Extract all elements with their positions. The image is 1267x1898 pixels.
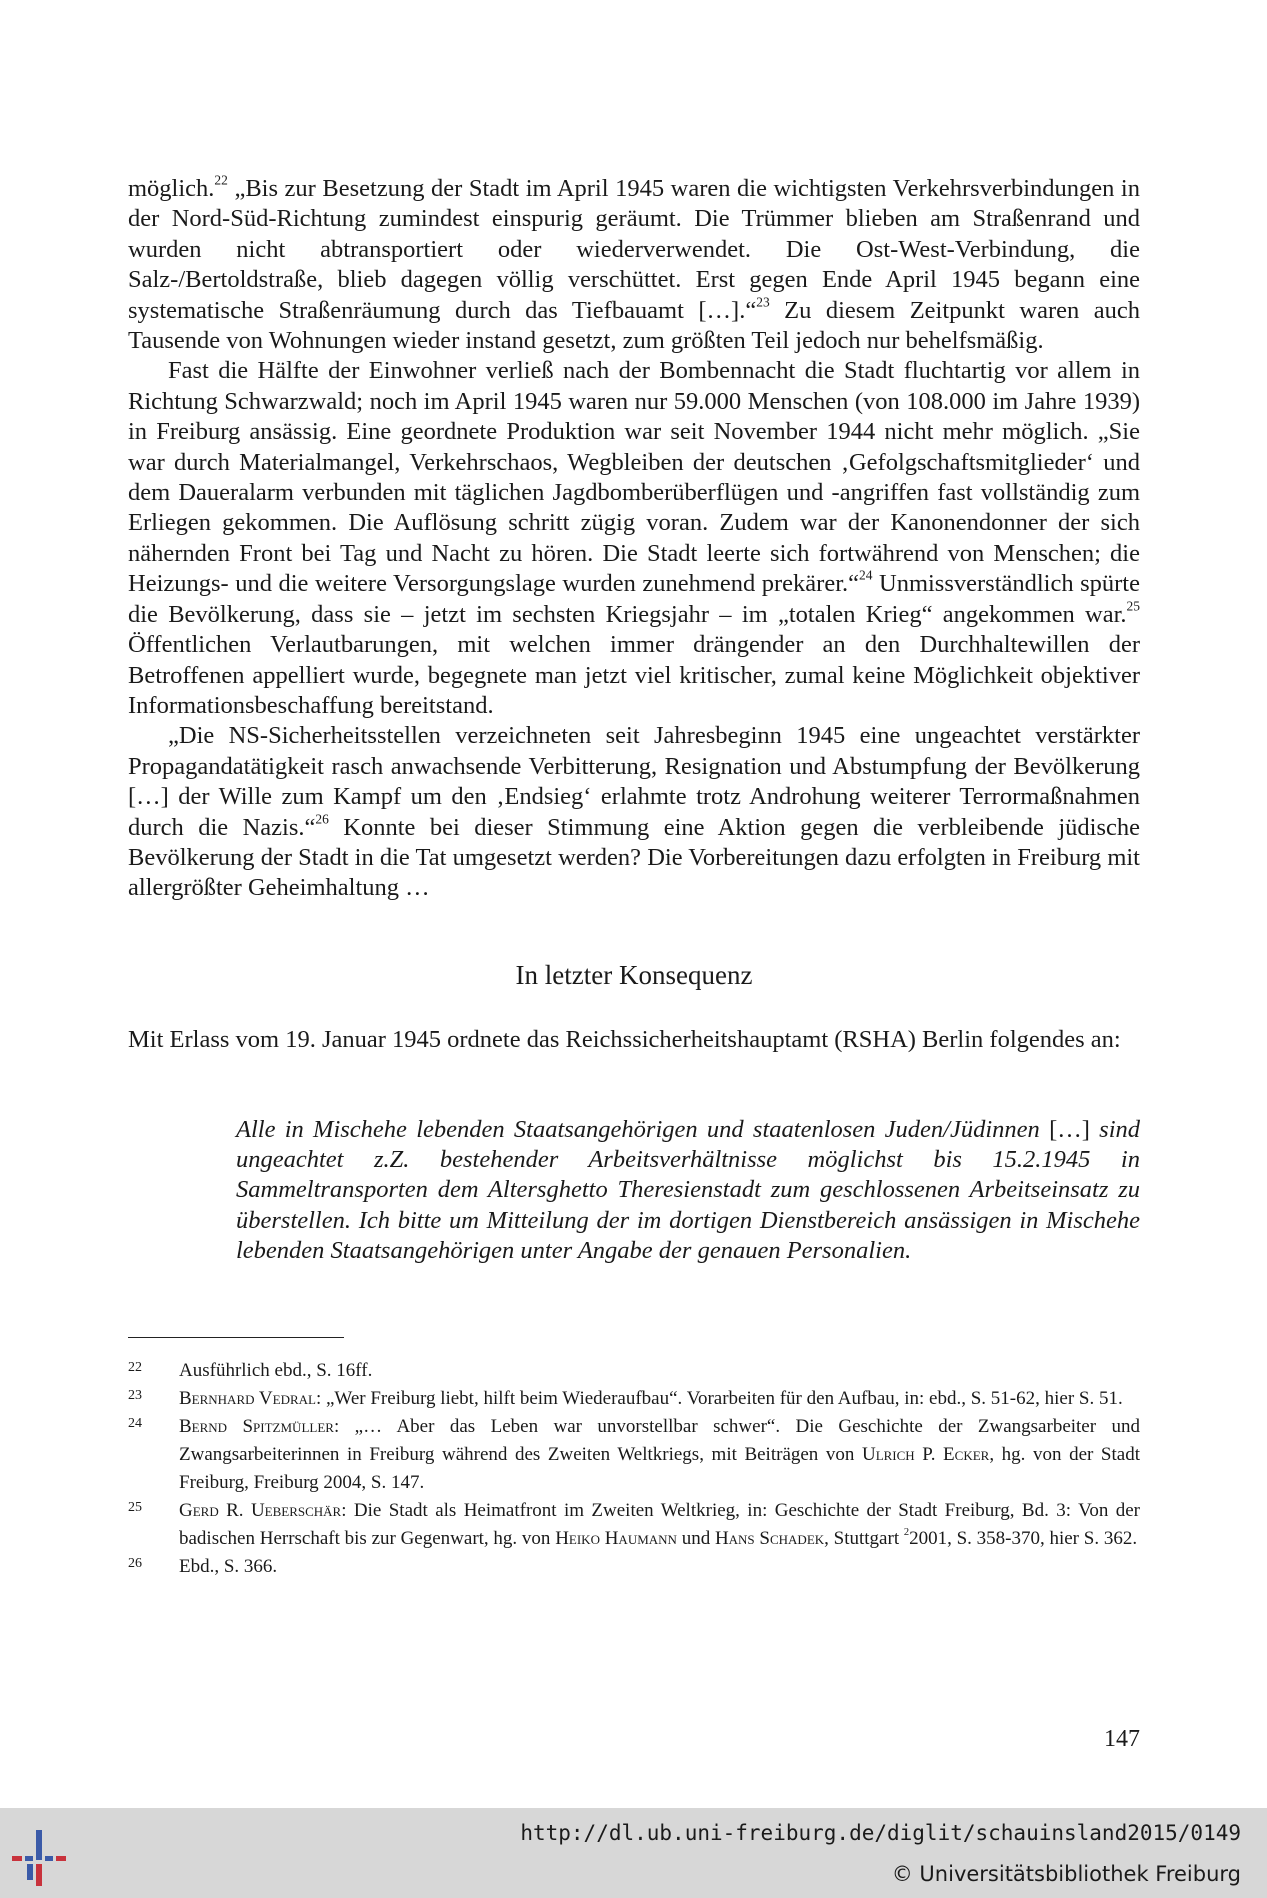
author-name: Hans Schadek xyxy=(714,1528,825,1549)
intro-paragraph: Mit Erlass vom 19. Januar 1945 ordnete das Reichssicherheitshauptamt (RSHA) Berlin folgendes an: xyxy=(128,1026,1121,1053)
author-name: Gerd R. Ueberschär xyxy=(179,1500,342,1521)
author-name: Heiko Haumann xyxy=(555,1528,677,1549)
author-name: Bernhard Vedral xyxy=(179,1388,316,1409)
paragraph-3: „Die NS-Sicherheitsstellen verzeichneten seit Jahresbeginn 1945 eine ungeachtet verstärkter Propagandatätigkeit rasch anwachsende Verbitterung, Resignation und Abstumpfung der Bevölkerung […] der Wille zum Kampf um den ‚Endsieg‘ erlahmte trotz Androhung weiterer Terrormaßnahmen durch die Nazis.“$^{26}$ Konnte bei dieser Stimmung eine Aktion gegen die verbleibende jüdische Bevölkerung der Stadt in die Tat umgesetzt werden? Die Vorbereitungen dazu erfolgten in Freiburg mit allergrößter Geheimhaltung … xyxy=(128,722,1140,902)
intro-text xyxy=(128,1025,1140,1055)
paragraph-1: möglich.$^{22}$ „Bis zur Besetzung der Stadt im April 1945 waren die wichtigsten Verkehrsverbindungen in der Nord-Süd-Richtung zumindest einspurig geräumt. Die Trümmer blieben am Straßenrand und wurden nicht abtransportiert oder wiederverwendet. Die Ost-West-Verbindung, die Salz-/Bertoldstraße, blieb dagegen völlig verschüttet. Erst gegen Ende April 1945 begann eine systematische Straßenräumung durch das Tiefbauamt […].“$^{23}$ Zu diesem Zeitpunkt waren auch Tausende von Wohnungen wieder instand gesetzt, zum größten Teil jedoch nur behelfsmäßig. xyxy=(128,172,1140,355)
footnote-24: 24 Bernd Spitzmüller: „… Aber das Leben war unvorstellbar schwer“. Die Geschichte der Zwangsarbeiter und Zwangsarbeiterinnen in Freiburg während des Zweiten Weltkriegs, mit Beiträgen von Ulrich P. Ecker, hg. von der Stadt Freiburg, Freiburg 2004, S. 147. xyxy=(128,1413,1140,1497)
copyright-notice: © Universitätsbibliothek Freiburg xyxy=(891,1862,1241,1886)
footnote-26: 26 Ebd., S. 366. xyxy=(128,1553,1140,1581)
edition-number: 2 xyxy=(903,1527,910,1539)
page-number: 147 xyxy=(1104,1726,1140,1752)
footnote-divider xyxy=(128,1337,344,1338)
ub-freiburg-logo-icon xyxy=(12,1830,74,1886)
author-name: Bernd Spitzmüller xyxy=(179,1416,334,1437)
body-text xyxy=(128,174,1140,904)
footnote-22: 22 Ausführlich ebd., S. 16ff. xyxy=(128,1357,1140,1385)
footnote-23: 23 Bernhard Vedral: „Wer Freiburg liebt, hilft beim Wiederaufbau“. Vorarbeiten für den Aufbau, in: ebd., S. 51-62, hier S. 51. xyxy=(128,1385,1140,1413)
footnote-ref-23[interactable]: 23 xyxy=(756,294,770,310)
section-heading: In letzter Konsequenz xyxy=(515,960,753,990)
footnote-number: 25 xyxy=(128,1500,142,1515)
footnote-ref-26[interactable]: 26 xyxy=(315,811,329,827)
footnote-number: 24 xyxy=(128,1416,142,1431)
footer-bar xyxy=(0,1808,1267,1898)
footnote-ref-22[interactable]: 22 xyxy=(214,172,228,188)
footnote-ref-24[interactable]: 24 xyxy=(859,567,873,583)
footnote-number: 22 xyxy=(128,1360,142,1375)
footnotes xyxy=(128,1357,1140,1581)
footnote-25: 25 Gerd R. Ueberschär: Die Stadt als Heimatfront im Zweiten Weltkrieg, in: Geschichte der Stadt Freiburg, Bd. 3: Von der badischen Herrschaft bis zur Gegenwart, hg. von Heiko Haumann und Hans Schadek, Stuttgart $^2$2001, S. 358-370, hier S. 362. xyxy=(128,1497,1140,1553)
paragraph-2: Fast die Hälfte der Einwohner verließ nach der Bombennacht die Stadt fluchtartig vor allem in Richtung Schwarzwald; noch im April 1945 waren nur 59.000 Menschen (von 108.000 im Jahre 1939) in Freiburg ansässig. Eine geordnete Produktion war seit November 1944 nicht mehr möglich. „Sie war durch Materialmangel, Verkehrschaos, Wegbleiben der deutschen ‚Gefolgschaftsmitglieder‘ und dem Daueralarm verbunden mit täglichen Jagdbomberüberflügen und -angriffen fast vollständig zum Erliegen gekommen. Die Auflösung schritt zügig voran. Zudem war der Kanonendonner der sich nähernden Front bei Tag und Nacht zu hören. Die Stadt leerte sich fortwährend von Menschen; die Heizungs- und die weitere Versorgungslage wurden zunehmend prekärer.“$^{24}$ Unmissverständlich spürte die Bevölkerung, dass sie – jetzt im sechsten Kriegsjahr – im „totalen Krieg“ angekommen war.$^{25}$ Öffentlichen Verlautbarungen, mit welchen immer drängender an den Durchhaltewillen der Betroffenen appelliert wurde, begegnete man jetzt viel kritischer, zumal keine Möglichkeit objektiver Informationsbeschaffung bereitstand. xyxy=(128,357,1140,719)
author-name: Ulrich P. Ecker xyxy=(861,1444,990,1465)
footnote-ref-25[interactable]: 25 xyxy=(1126,598,1140,614)
block-quote: Alle in Mischehe lebenden Staatsangehörigen und staatenlosen Juden/Jüdinnen […] sind ungeachtet z.Z. bestehender Arbeitsverhältnisse möglichst bis 15.2.1945 in Sammeltransporten dem Altersghetto Theresienstadt zum geschlossenen Arbeitseinsatz zu überstellen. Ich bitte um Mitteilung der im dortigen Dienstbereich ansässigen in Mischehe lebenden Staatsangehörigen unter Angabe der genauen Personalien. xyxy=(236,1116,1141,1264)
permalink-url[interactable]: http://dl.ub.uni-freiburg.de/diglit/schauinsland2015/0149 xyxy=(520,1821,1241,1845)
footnote-number: 23 xyxy=(128,1388,142,1403)
footnote-number: 26 xyxy=(128,1556,142,1571)
